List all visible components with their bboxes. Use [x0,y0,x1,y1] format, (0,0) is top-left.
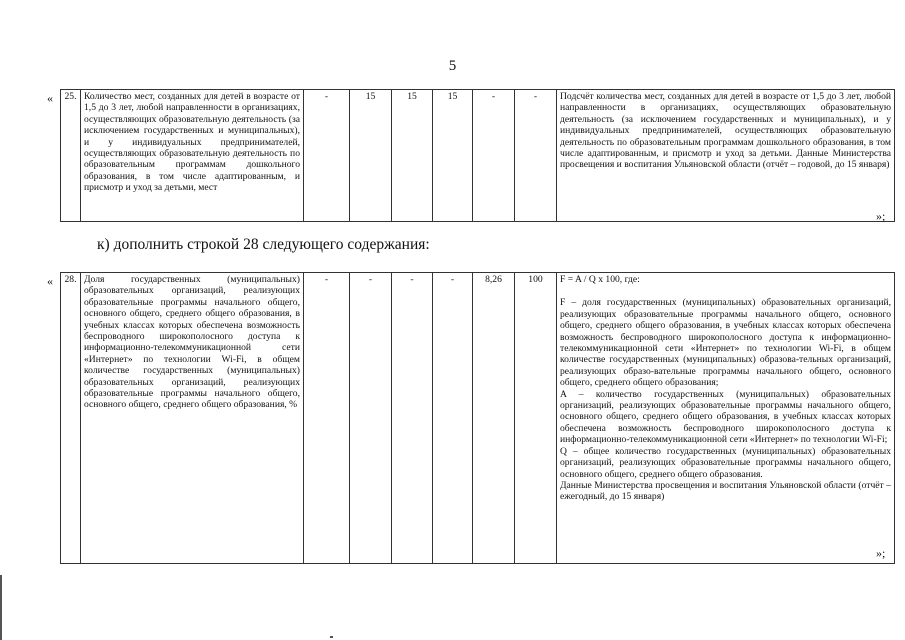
scan-edge-mark [0,575,2,640]
amendment-heading: к) дополнить строкой 28 следующего содержания: [97,236,430,253]
row28-formula: F = A / Q x 100, где: [560,274,640,285]
row25-indicator-name: Количество мест, созданных для детей в возрасте от 1,5 до 3 лет, любой направленности в организациях, осуществляющих образовательную деятельность (за исключением государственных и муниципальных), и у индивидуальных предпринимателей, осуществляющих образовательную деятельность по образовательным программам дошкольного образования, в том числе адаптированным, и присмотр и уход за детьми, мест [81,90,304,222]
row25-value-5: - [473,90,515,222]
open-quote-row25: « [47,91,53,105]
row28-method-note [557,273,895,564]
row25-value-6: - [515,90,557,222]
table-row [61,90,895,222]
row28-note-source: Данные Министерства просвещения и воспитания Ульяновской области (отчёт – ежегодный, до 15 января) [560,479,891,503]
row28-indicator-name: Доля государственных (муниципальных) образовательных организаций, реализующих образовательные программы начального общего, основного общего, среднего общего образования, в учебных классах которых обеспечена возможность беспроводного широкополосного доступа к информационно-телекоммуникационной сети «Интернет» по технологии Wi-Fi, в общем количестве государственных (муниципальных) образовательных организаций, реализующих образовательные программы начального общего, основного общего, среднего общего образования, % [81,273,304,564]
close-quote-row25: »; [876,209,886,223]
close-quote-row28: »; [876,546,886,560]
row28-note-q: Q – общее количество государственных (муниципальных) образовательных организаций, реализующих образовательные программы начального общего, основного общего, среднего общего образования. [560,445,891,480]
row28-number: 28. [61,273,81,564]
row28-table [60,272,895,564]
row28-value-1: - [304,273,350,564]
row25-value-3: 15 [392,90,433,222]
row28-value-3: - [392,273,433,564]
row25-value-1: - [304,90,350,222]
row25-table [60,89,895,222]
row25-number: 25. [61,90,81,222]
row28-value-6: 100 [515,273,557,564]
row28-value-5: 8,26 [473,273,515,564]
table-row [61,273,895,564]
row28-note-f: F – доля государственных (муниципальных) образовательных организаций, реализующих образовательные программы начального общего, основного общего, среднего общего образования, в учебных классах которых обеспечена возможность беспроводного широкополосного доступа к информационно-телекоммуникационной сети «Интернет» по технологии Wi-Fi, в общем количестве государственных (муниципальных) образова-тельных организаций, реализующих образо-вательные программы начального общего, основного общего, среднего общего образования; [560,297,891,389]
row25-value-4: 15 [433,90,473,222]
scan-dot-mark [330,636,333,638]
row28-value-4: - [433,273,473,564]
row28-note-a: A – количество государственных (муниципальных) образовательных организаций, реализующих образовательные программы начального общего, основного общего, среднего общего образования, в учебных классах которых обеспечена возможность беспроводного широкополосного доступа к информационно-телекоммуникационной сети «Интернет» по технологии Wi-Fi; [560,388,891,446]
row25-method-note: Подсчёт количества мест, созданных для детей в возрасте от 1,5 до 3 лет, любой направленности в организациях, осуществляющих образовательную деятельность (за исключением государственных и муниципальных), и у индивидуальных предпринимателей, осуществляющих образовательную деятельность по образовательным программам дошкольного образования, в том числе адаптированным, и присмотр и уход за детьми. Данные Министерства просвещения и воспитания Ульяновской области (отчёт – годовой, до 15 января) [557,90,895,222]
open-quote-row28: « [47,274,53,288]
row25-value-2: 15 [350,90,392,222]
row28-value-2: - [350,273,392,564]
page-number: 5 [448,58,457,74]
